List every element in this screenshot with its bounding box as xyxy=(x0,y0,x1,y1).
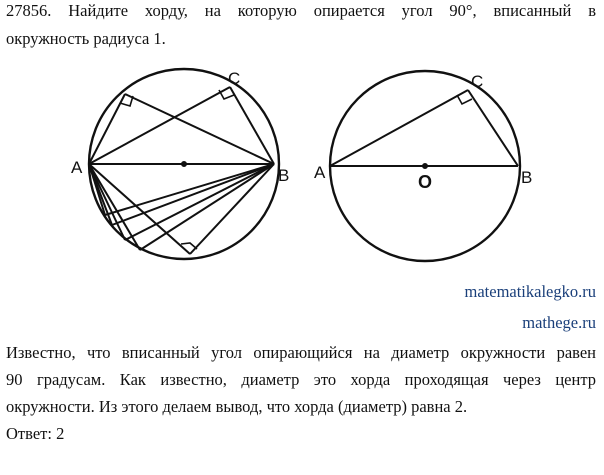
right-chord-cb xyxy=(468,90,518,166)
right-label-a: A xyxy=(314,163,326,182)
left-label-c: C xyxy=(228,69,241,88)
problem-line-1: 27856. Найдите хорду, на которую опирается угол 90°, вписанный в xyxy=(6,1,596,20)
right-label-c: C xyxy=(471,72,484,91)
source-site-2[interactable]: mathege.ru xyxy=(522,313,596,332)
answer: Ответ: 2 xyxy=(6,424,65,443)
left-label-b: B xyxy=(278,166,290,185)
right-label-o: O xyxy=(418,172,433,192)
figure-right xyxy=(330,71,520,261)
right-label-b: B xyxy=(521,168,533,187)
solution-line-3: окружности. Из этого делаем вывод, что хорда (диаметр) равна 2. xyxy=(6,397,468,416)
right-chord-ac xyxy=(330,90,468,166)
figure-left xyxy=(89,69,279,259)
left-center-dot xyxy=(182,162,186,166)
right-center-dot xyxy=(423,164,427,168)
problem-line-2: окружность радиуса 1. xyxy=(6,29,166,48)
solution-line-2: 90 градусам. Как известно, диаметр это хорда проходящая через центр xyxy=(6,370,596,389)
left-label-a: A xyxy=(71,158,83,177)
right-right-angle-mark xyxy=(457,95,472,104)
solution-line-1: Известно, что вписанный угол опирающийся на диаметр окружности равен xyxy=(6,343,596,362)
source-site-1[interactable]: matematikalegko.ru xyxy=(464,282,596,301)
